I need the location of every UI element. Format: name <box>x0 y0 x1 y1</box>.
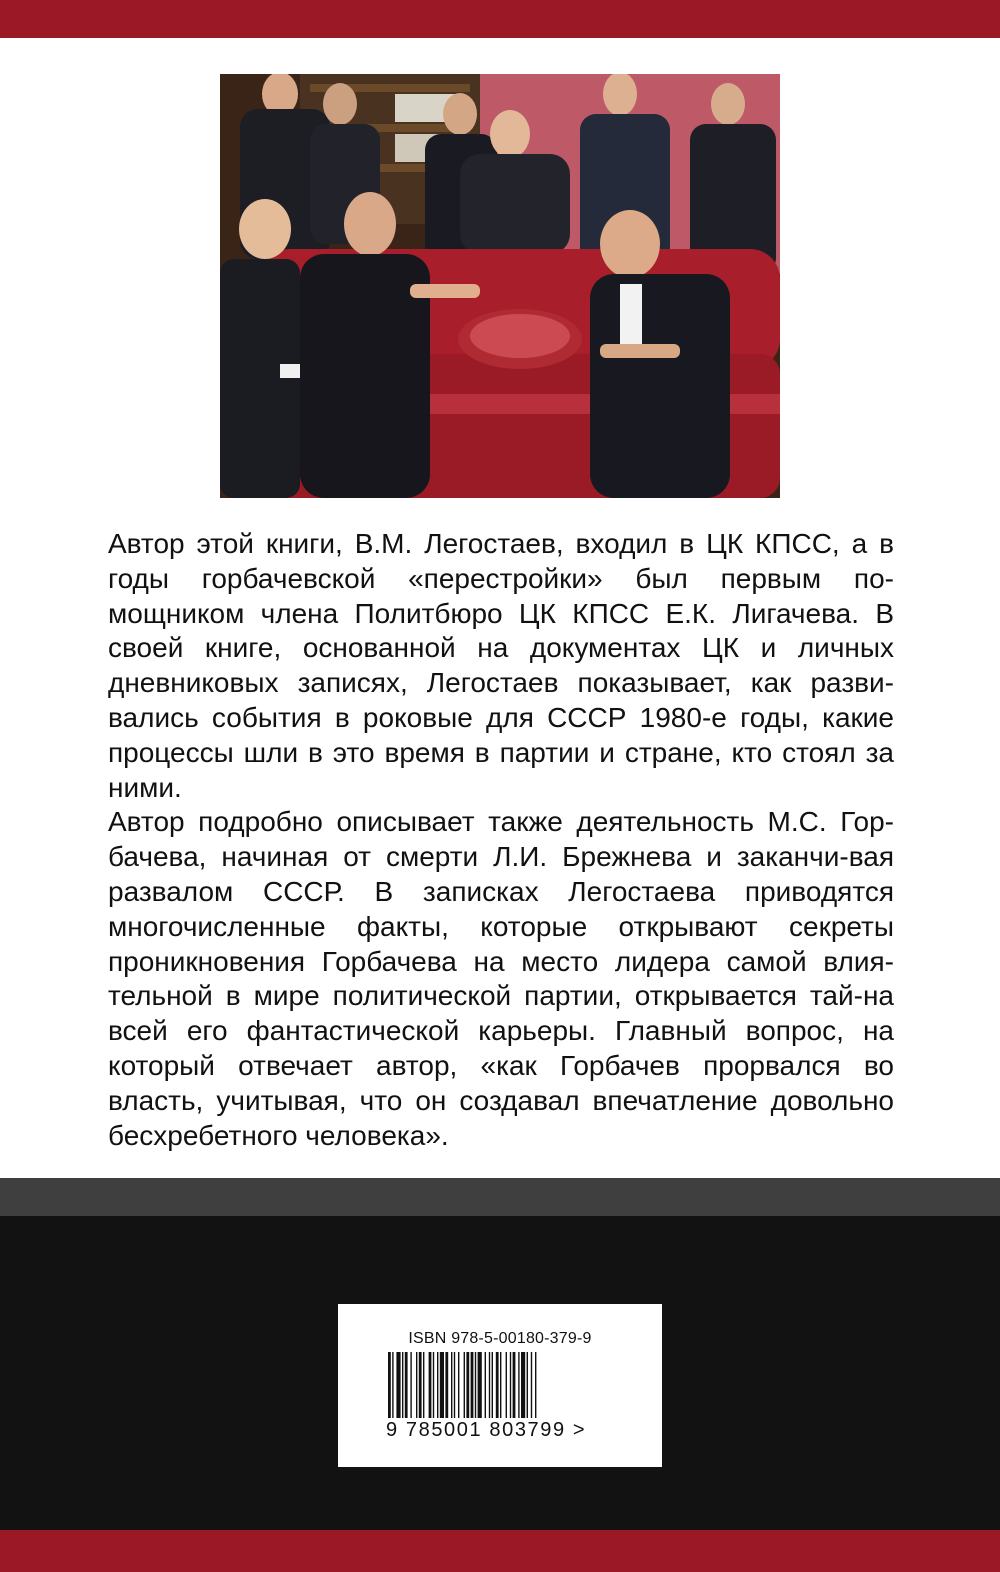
barcode-bar <box>388 1352 391 1418</box>
isbn-number: ISBN 978-5-00180-379-9 <box>408 1330 592 1347</box>
barcode-bar <box>410 1352 411 1418</box>
barcode-bar <box>531 1352 532 1418</box>
barcode-bar <box>429 1352 432 1418</box>
barcode-bars <box>386 1352 596 1418</box>
barcode-bar <box>496 1352 499 1418</box>
description-paragraph-1: Автор этой книги, В.М. Легостаев, входил в ЦК КПСС, а в годы горбачевской «перестройки» был первым по-мощником члена Политбюро ЦК КПСС Е.К. Лигачева. В своей книге, основанной на документах ЦК и личных дневниковых записях, Легостаев показывает, как разви-вались события в роковые для СССР 1980-е годы, какие процессы шли в это время в партии и стране, кто стоял за ними. <box>108 528 894 803</box>
barcode-bar <box>466 1352 469 1418</box>
barcode-bar <box>458 1352 459 1418</box>
barcode-bar <box>419 1352 422 1418</box>
barcode-bar <box>454 1352 455 1418</box>
barcode-bar <box>506 1352 507 1418</box>
cover-photo <box>220 74 780 498</box>
barcode-bar <box>451 1352 452 1418</box>
barcode-bar <box>485 1352 486 1418</box>
barcode-bar <box>437 1352 438 1418</box>
top-red-band <box>0 0 1000 38</box>
ean-digits: 9 785001 803799 > <box>386 1419 587 1441</box>
barcode-bar <box>475 1352 476 1418</box>
barcode-bar <box>492 1352 493 1418</box>
book-description <box>108 527 894 1153</box>
barcode-bar <box>527 1352 528 1418</box>
barcode-bar <box>535 1352 536 1418</box>
barcode-bar <box>445 1352 448 1418</box>
barcode-bar <box>396 1352 400 1418</box>
barcode-bar <box>433 1352 434 1418</box>
barcode-bar <box>518 1352 519 1418</box>
gray-band <box>0 1178 1000 1216</box>
bottom-red-band <box>0 1530 1000 1572</box>
barcode-bar <box>392 1352 393 1418</box>
barcode-bar <box>416 1352 417 1418</box>
description-paragraph-2: Автор подробно описывает также деятельность М.С. Гор-бачева, начиная от смерти Л.И. Брежнева и заканчи-вая развалом СССР. В записках Легостаева приводятся многочисленные факты, которые открывают секреты проникновения Горбачева на место лидера самой влия-тельной в мире политической партии, открывается тай-на всей его фантастической карьеры. Главный вопрос, на который отвечает автор, «как Горбачев прорвался во власть, учитывая, что он создавал впечатление довольно бесхребетного человека». <box>108 806 894 1151</box>
barcode-bar <box>489 1352 490 1418</box>
barcode-bar <box>478 1352 482 1418</box>
barcode-bar <box>500 1352 501 1418</box>
barcode-bar <box>471 1352 474 1418</box>
barcode-bar <box>464 1352 465 1418</box>
barcode-bar <box>423 1352 424 1418</box>
barcode-bar <box>513 1352 516 1418</box>
barcode-label <box>338 1304 662 1467</box>
barcode-bar <box>521 1352 525 1418</box>
barcode-bar <box>510 1352 511 1418</box>
barcode-bar <box>405 1352 408 1418</box>
barcode-bar <box>440 1352 444 1418</box>
barcode-bar <box>402 1352 403 1418</box>
